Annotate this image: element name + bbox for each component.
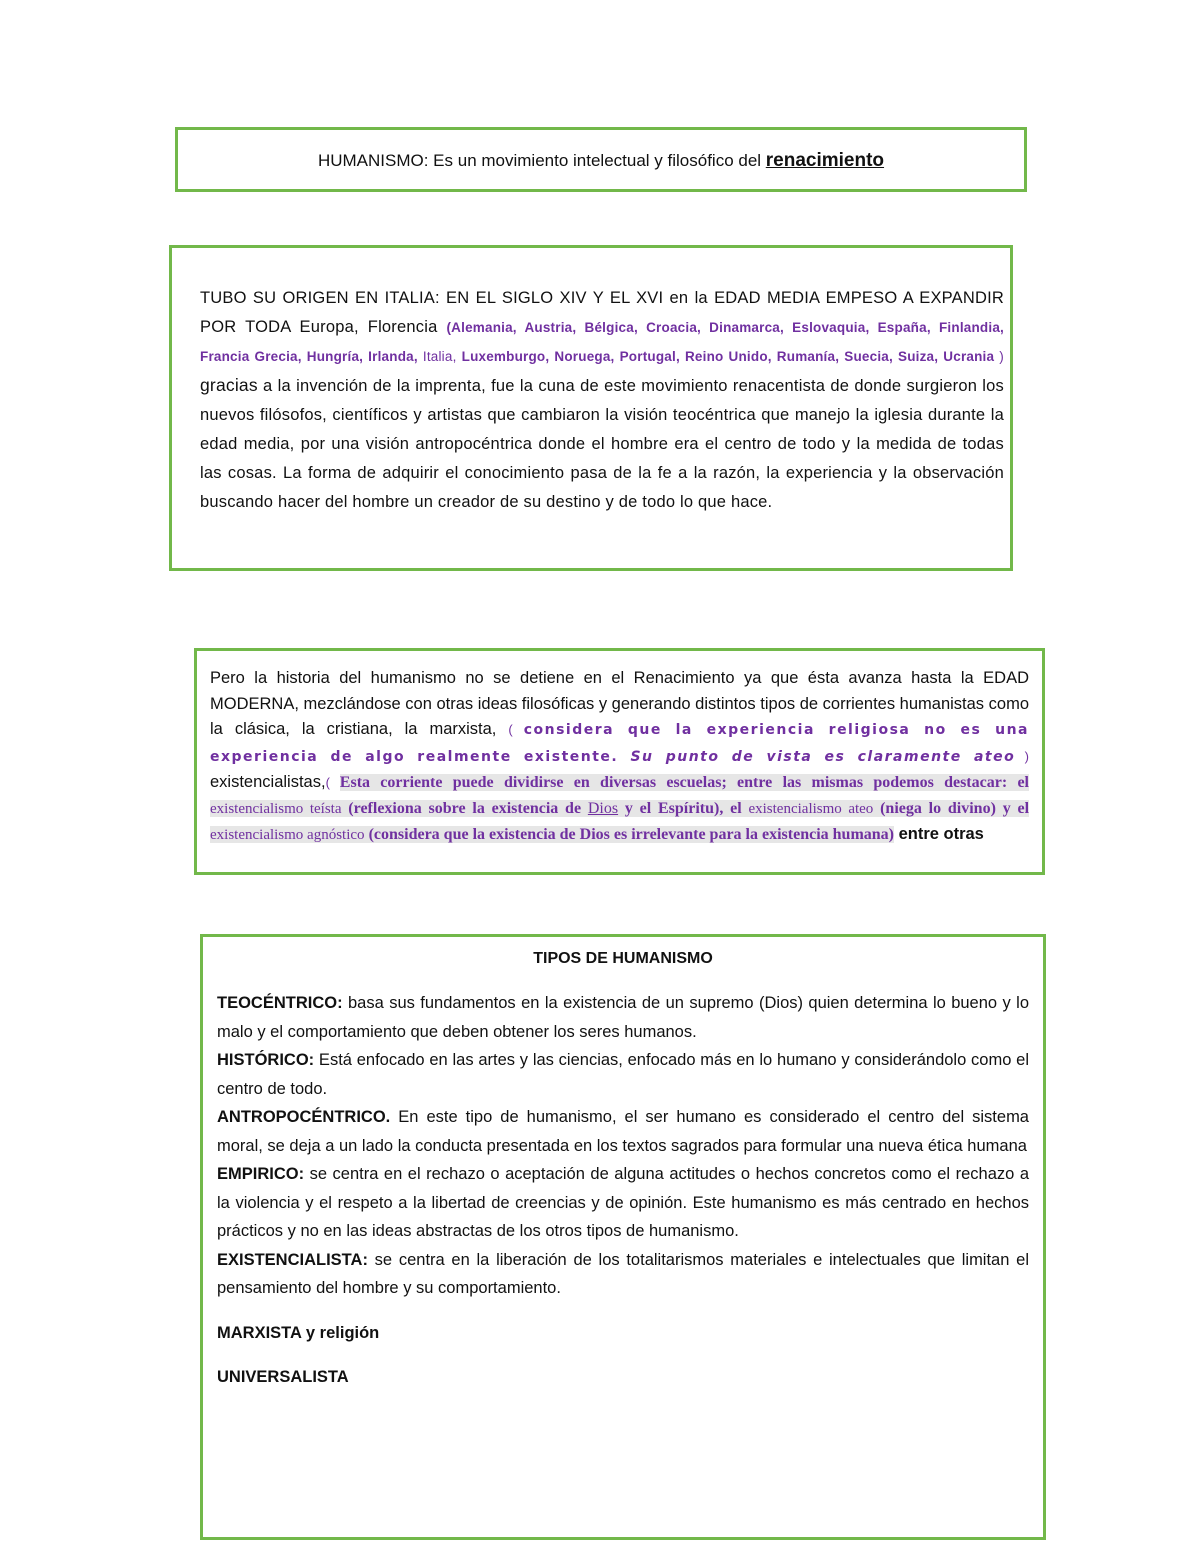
exist-text-a: Esta corriente puede dividirse en diversas escuelas; entre las mismas podemos destacar: el [339, 774, 1029, 791]
country-italia: Italia, [422, 349, 462, 364]
type-description: basa sus fundamentos en la existencia de un supremo (Dios) quien determina lo bueno y lo malo y el comportamiento que deben obtener los seres humanos. [217, 994, 1029, 1041]
exist-agnostico: existencialismo agnóstico [210, 827, 365, 843]
history-paragraph [210, 666, 1029, 849]
definition-prefix: HUMANISMO: Es un movimiento intelectual y filosófico del [317, 151, 766, 170]
renacimiento-keyword: renacimiento [765, 150, 885, 171]
type-label: ANTROPOCÉNTRICO. [217, 1108, 391, 1126]
marxist-note-italic: Su punto de vista es claramente ateo [618, 748, 1016, 765]
history-tail: entre otras [894, 825, 984, 843]
dios-link[interactable]: Dios [587, 799, 619, 817]
type-label: HISTÓRICO: [217, 1051, 315, 1069]
types-box [200, 934, 1046, 1540]
history-box [194, 648, 1045, 875]
exist-text-e: (considera que la existencia de Dios es irrelevante para la existencia humana) [364, 826, 894, 843]
countries-list-a: (Alemania, Austria, Bélgica, Croacia, Dinamarca, Eslovaquia, España, Finlandia, Francia Grecia, Hungría, Irlanda, [200, 320, 1004, 364]
paren-open: ( [508, 722, 524, 737]
type-label: EXISTENCIALISTA: [217, 1250, 368, 1269]
countries-list-b: Luxemburgo, Noruega, Portugal, Reino Unido, Rumanía, Suecia, Suiza, Ucrania [461, 349, 1000, 364]
origin-intro: TUBO SU ORIGEN EN ITALIA: EN EL SIGLO XIV Y EL XVI en la EDAD MEDIA EMPESO A EXPANDIR POR TODA Europa, Florencia [200, 289, 1004, 336]
type-description: Está enfocado en las artes y las ciencias, enfocado más en lo humano y considerándolo como el centro de todo. [217, 1051, 1029, 1098]
type-historico [217, 1046, 1029, 1103]
definition-box [175, 127, 1027, 192]
type-description: se centra en el rechazo o aceptación de alguna actitudes o hechos concretos como el rechazo a la violencia y el respeto a la libertad de creencias y de opinión. Este humanismo es más centrado en hechos prácticos y no en las ideas abstractas de los otros tipos de humanismo. [217, 1165, 1029, 1240]
origin-body: a la invención de la imprenta, fue la cuna de este movimiento renacentista de donde surgieron los nuevos filósofos, científicos y artistas que cambiaron la visión teocéntrica que manejo la iglesia durante la edad media, por una visión antropocéntrica donde el hombre era el centro de todo y la medida de todas las cosas. La forma de adquirir el conocimiento pasa de la fe a la razón, la experiencia y la observación buscando hacer del hombre un creador de su destino y de todo lo que hace. [200, 377, 1004, 511]
exist-text-d: (niega lo divino) y el [873, 799, 1030, 817]
marxist-note: considera que la experiencia religiosa no es una experiencia de algo realmente existente. [210, 722, 1029, 765]
type-description: se centra en la liberación de los totalitarismos materiales e intelectuales que limitan el pensamiento del hombre y su comportamiento. [217, 1250, 1029, 1297]
gracias-word: gracias [200, 375, 258, 395]
type-label: EMPIRICO: [217, 1165, 305, 1183]
exist-ateo: existencialismo ateo [748, 800, 874, 817]
type-label: TEOCÉNTRICO: [217, 994, 343, 1012]
type-existencialista [217, 1246, 1029, 1303]
exist-text-b: (reflexiona sobre la existencia de [341, 799, 588, 817]
type-teocentrico [217, 989, 1029, 1046]
origin-box [169, 245, 1013, 571]
countries-close: ) [999, 349, 1004, 364]
existencialistas-word: existencialistas, [210, 773, 326, 791]
type-marxista: MARXISTA y religión [217, 1323, 380, 1342]
exist-teista: existencialismo teísta [210, 800, 342, 817]
type-universalista: UNIVERSALISTA [217, 1368, 349, 1386]
definition-text [178, 150, 1024, 172]
origin-paragraph [200, 284, 1004, 517]
types-list [217, 989, 1029, 1392]
paren-close: ) [1015, 748, 1029, 764]
history-intro: Pero la historia del humanismo no se detiene en el Renacimiento ya que ésta avanza hasta la EDAD MODERNA, mezclándose con otras ideas filosóficas y generando distintos tipos de corrientes humanistas como la clásica, la cristiana, la marxista, [210, 669, 1029, 738]
type-antropocentrico [217, 1103, 1029, 1160]
type-empirico [217, 1160, 1029, 1246]
types-title: TIPOS DE HUMANISMO [533, 950, 713, 967]
paren-open-2: ( [325, 775, 340, 790]
exist-text-c: y el Espíritu), el [618, 799, 749, 817]
type-description: En este tipo de humanismo, el ser humano es considerado el centro del sistema moral, se deja a un lado la conducta presentada en los textos sagrados para formular una nueva ética humana [217, 1108, 1029, 1155]
